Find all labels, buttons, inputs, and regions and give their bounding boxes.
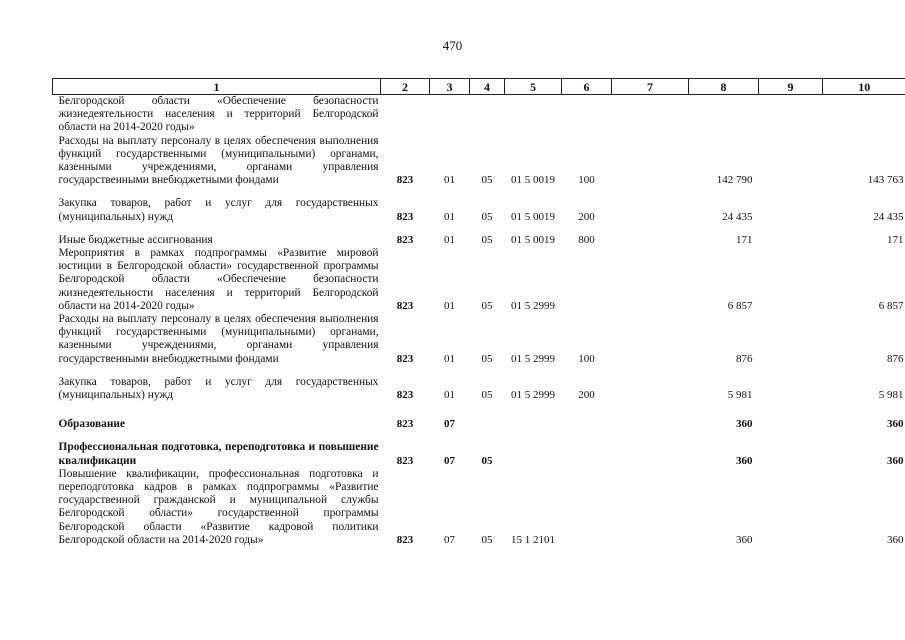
cell-subsection: 05 xyxy=(481,174,493,187)
cell-col7 xyxy=(612,95,689,188)
cell-section: 01 xyxy=(444,233,455,246)
cell-ministry: 823 xyxy=(396,299,414,312)
table-row xyxy=(53,247,905,313)
cell-subsection: 05 xyxy=(481,233,493,246)
cell-col9 xyxy=(759,247,823,313)
table-row xyxy=(53,197,905,223)
cell-subsection: 05 xyxy=(481,389,493,402)
row-description xyxy=(53,418,381,431)
budget-table xyxy=(52,78,905,547)
description-text: Расходы на выплату персоналу в целях обеспечения выполнения функций государственными (муниципальными) органами, казенными учреждениями, органами управления государственными внебюджетными фондами xyxy=(58,134,379,187)
row-description xyxy=(53,234,381,247)
cell-section: 07 xyxy=(444,418,455,431)
cell-section: 01 xyxy=(444,352,455,365)
cell-target-article: 15 1 2101 xyxy=(511,533,555,546)
cell-amount-total: 24 435 xyxy=(873,210,904,223)
cell-expense-type: 100 xyxy=(578,352,595,365)
table-row xyxy=(53,418,905,431)
cell-col9 xyxy=(759,197,823,223)
cell-amount-total: 360 xyxy=(887,533,904,546)
cell-expense-type: 100 xyxy=(578,174,595,187)
cell-ministry: 823 xyxy=(396,352,414,365)
cell-amount-total: 143 763 xyxy=(867,174,904,187)
column-header: 7 xyxy=(612,79,689,95)
cell-col9 xyxy=(759,313,823,366)
cell-col9 xyxy=(759,441,823,467)
cell-expense-type xyxy=(562,441,612,467)
cell-amount: 5 981 xyxy=(727,389,753,402)
cell-amount: 360 xyxy=(736,418,753,431)
cell-target-article xyxy=(505,441,562,467)
column-header: 10 xyxy=(823,79,905,95)
table-row xyxy=(53,376,905,402)
cell-subsection: 05 xyxy=(481,533,493,546)
cell-section: 01 xyxy=(444,210,455,223)
cell-col9 xyxy=(759,418,823,431)
row-description xyxy=(53,313,381,366)
cell-amount-total: 6 857 xyxy=(878,299,904,312)
cell-col7 xyxy=(612,197,689,223)
cell-expense-type: 800 xyxy=(578,233,595,246)
cell-amount: 171 xyxy=(736,233,753,246)
cell-subsection: 05 xyxy=(481,454,493,467)
cell-ministry: 823 xyxy=(396,233,414,246)
cell-subsection: 05 xyxy=(481,210,493,223)
cell-col7 xyxy=(612,418,689,431)
cell-amount: 360 xyxy=(736,454,753,467)
cell-expense-type xyxy=(562,468,612,547)
table-header-row xyxy=(53,79,905,95)
cell-amount: 876 xyxy=(736,352,753,365)
cell-section: 01 xyxy=(444,389,455,402)
column-header: 4 xyxy=(470,79,505,95)
cell-amount-total: 5 981 xyxy=(878,389,904,402)
cell-section: 01 xyxy=(444,174,455,187)
cell-ministry: 823 xyxy=(396,210,414,223)
cell-subsection xyxy=(470,418,505,431)
row-description xyxy=(53,197,381,223)
cell-expense-type: 200 xyxy=(578,389,595,402)
row-description xyxy=(53,247,381,313)
table-row xyxy=(53,468,905,547)
cell-col7 xyxy=(612,468,689,547)
row-description xyxy=(53,95,381,188)
cell-col7 xyxy=(612,247,689,313)
row-description xyxy=(53,468,381,547)
column-header: 9 xyxy=(759,79,823,95)
cell-subsection: 05 xyxy=(481,352,493,365)
cell-col9 xyxy=(759,234,823,247)
column-header: 3 xyxy=(430,79,470,95)
cell-amount-total: 360 xyxy=(887,418,904,431)
description-text: Профессиональная подготовка, переподготовка и повышение квалификации xyxy=(58,441,379,467)
cell-section: 07 xyxy=(444,454,455,467)
description-text: Повышение квалификации, профессиональная подготовка и переподготовка кадров в рамках подпрограммы «Развитие государственной гражданской и муниципальной службы Белгородской области» государственной программы Белгородской области «Развитие кадровой политики Белгородской области на 2014-2020 годы» xyxy=(58,467,379,546)
cell-expense-type: 200 xyxy=(578,210,595,223)
cell-col7 xyxy=(612,441,689,467)
cell-target-article xyxy=(505,418,562,431)
cell-expense-type xyxy=(562,418,612,431)
table-row xyxy=(53,234,905,247)
row-description xyxy=(53,376,381,402)
cell-target-article: 01 5 2999 xyxy=(511,299,555,312)
cell-ministry: 823 xyxy=(396,454,414,467)
column-header: 8 xyxy=(689,79,759,95)
cell-section: 07 xyxy=(444,533,455,546)
cell-target-article: 01 5 2999 xyxy=(511,389,555,402)
table-row xyxy=(53,313,905,366)
column-header: 5 xyxy=(505,79,562,95)
cell-subsection: 05 xyxy=(481,299,493,312)
cell-col7 xyxy=(612,234,689,247)
row-description xyxy=(53,441,381,467)
cell-ministry: 823 xyxy=(396,389,414,402)
cell-ministry: 823 xyxy=(396,174,414,187)
cell-col7 xyxy=(612,313,689,366)
cell-expense-type xyxy=(562,247,612,313)
description-text: Закупка товаров, работ и услуг для государственных (муниципальных) нужд xyxy=(58,375,379,402)
column-header: 1 xyxy=(53,79,381,95)
page-number: 470 xyxy=(442,38,463,53)
description-text: Закупка товаров, работ и услуг для государственных (муниципальных) нужд xyxy=(58,197,379,223)
cell-amount-total: 876 xyxy=(887,352,904,365)
cell-target-article: 01 5 0019 xyxy=(511,210,555,223)
cell-col7 xyxy=(612,376,689,402)
table-row xyxy=(53,95,905,188)
description-text: Мероприятия в рамках подпрограммы «Развитие мировой юстиции в Белгородской области» государственной программы Белгородской области «Обеспечение безопасности жизнедеятельности населения и территорий Белгородской области на 2014-2020 годы» xyxy=(58,247,379,312)
cell-amount-total: 360 xyxy=(887,454,904,467)
column-header: 2 xyxy=(381,79,430,95)
cell-target-article: 01 5 0019 xyxy=(511,174,555,187)
cell-col9 xyxy=(759,95,823,188)
cell-amount: 360 xyxy=(736,533,753,546)
cell-ministry: 823 xyxy=(396,533,414,546)
description-text: Иные бюджетные ассигнования xyxy=(58,233,213,246)
cell-target-article: 01 5 0019 xyxy=(511,233,555,246)
cell-target-article: 01 5 2999 xyxy=(511,352,555,365)
cell-amount: 24 435 xyxy=(722,210,753,223)
description-text: Белгородской области «Обеспечение безопасности жизнедеятельности населения и территорий Белгородской области на 2014-2020 годы» xyxy=(58,95,379,134)
description-text: Образование xyxy=(58,418,126,431)
cell-col9 xyxy=(759,376,823,402)
cell-amount: 142 790 xyxy=(716,174,753,187)
cell-amount: 6 857 xyxy=(727,299,753,312)
cell-amount-total: 171 xyxy=(887,233,904,246)
table-row xyxy=(53,441,905,467)
description-text: Расходы на выплату персоналу в целях обеспечения выполнения функций государственными (муниципальными) органами, казенными учреждениями, органами управления государственными внебюджетными фондами xyxy=(58,313,379,365)
column-header: 6 xyxy=(562,79,612,95)
cell-col9 xyxy=(759,468,823,547)
cell-ministry: 823 xyxy=(396,418,414,431)
cell-section: 01 xyxy=(444,299,455,312)
